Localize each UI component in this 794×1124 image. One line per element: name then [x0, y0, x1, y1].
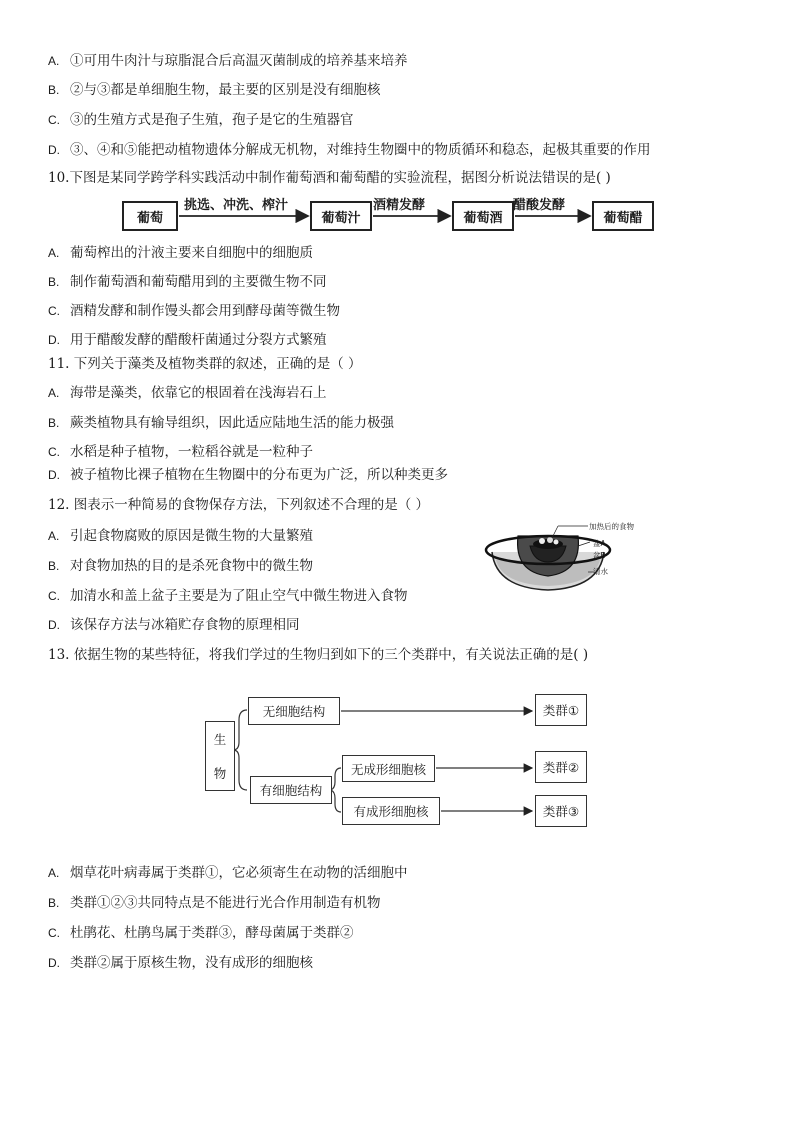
option-letter: A.	[48, 246, 60, 260]
option-letter: D.	[48, 618, 60, 632]
option-letter: D.	[48, 956, 60, 970]
q13-option-a	[48, 864, 408, 882]
sub-has-nucleus: 有成形细胞核	[342, 797, 440, 825]
label-basin-a: 盆A	[593, 539, 606, 548]
option-text: ①可用牛肉汁与琼脂混合后高温灭菌制成的培养基来培养	[70, 53, 408, 69]
q12-stem: 12. 图表示一种简易的食物保存方法，下列叙述不合理的是（ ）	[48, 497, 430, 513]
branch-has-cell: 有细胞结构	[250, 776, 332, 804]
option-letter: A.	[48, 386, 60, 400]
sub-no-nucleus: 无成形细胞核	[342, 755, 435, 782]
label-water: 清水	[593, 567, 608, 576]
label-heated-food: 加热后的食物	[589, 522, 634, 531]
option-letter: D.	[48, 143, 60, 157]
root-char-top: 生	[213, 732, 227, 747]
q10-option-a	[48, 244, 313, 262]
option-text: 葡萄榨出的汁液主要来自细胞中的细胞质	[70, 245, 313, 261]
label-basin-b: 盆B	[593, 551, 606, 560]
q11-option-d	[48, 466, 448, 484]
option-text: 杜鹃花、杜鹃鸟属于类群③，酵母菌属于类群②	[70, 925, 354, 941]
q13-option-c	[48, 924, 354, 942]
option-text: 该保存方法与冰箱贮存食物的原理相同	[70, 617, 300, 633]
root-char-bottom: 物	[213, 766, 227, 781]
flow-step-1: 挑选、冲洗、榨汁	[184, 198, 289, 213]
option-text: 水稻是种子植物，一粒稻谷就是一粒种子	[70, 444, 313, 460]
q13-stem: 13. 依据生物的某些特征，将我们学过的生物归到如下的三个类群中，有关说法正确的是( )	[48, 647, 589, 663]
option-text: 引起食物腐败的原因是微生物的大量繁殖	[70, 528, 313, 544]
option-letter: B.	[48, 416, 60, 430]
q13-option-d	[48, 954, 313, 972]
option-text: 用于醋酸发酵的醋酸杆菌通过分裂方式繁殖	[70, 332, 327, 348]
option-text: 被子植物比裸子植物在生物圈中的分布更为广泛，所以种类更多	[70, 467, 448, 483]
option-text: 酒精发酵和制作馒头都会用到酵母菌等微生物	[70, 303, 340, 319]
option-text: ③的生殖方式是孢子生殖，孢子是它的生殖器官	[70, 112, 354, 128]
q13-option-b	[48, 894, 381, 912]
q12-option-d	[48, 616, 300, 634]
option-letter: D.	[48, 333, 60, 347]
q12-option-a	[48, 527, 313, 545]
flow-step-2: 酒精发酵	[373, 198, 426, 213]
flow-arrows	[0, 0, 794, 260]
flow-box-grape: 葡萄	[122, 201, 178, 231]
option-text: 制作葡萄酒和葡萄醋用到的主要微生物不同	[70, 274, 327, 290]
option-text: 加清水和盖上盆子主要是为了阻止空气中微生物进入食物	[70, 588, 408, 604]
group-2-box: 类群②	[535, 751, 587, 783]
q10-option-d	[48, 331, 327, 349]
option-text: 烟草花叶病毒属于类群①，它必须寄生在动物的活细胞中	[70, 865, 408, 881]
flow-box-wine: 葡萄酒	[452, 201, 514, 231]
q11-option-c	[48, 443, 313, 461]
q10-option-b	[48, 273, 327, 291]
q11-stem: 11. 下列关于藻类及植物类群的叙述，正确的是（ ）	[48, 356, 362, 372]
option-letter: A.	[48, 866, 60, 880]
option-letter: B.	[48, 83, 60, 97]
group-1-box: 类群①	[535, 694, 587, 726]
q10-option-c	[48, 302, 340, 320]
option-letter: A.	[48, 54, 60, 68]
option-letter: A.	[48, 529, 60, 543]
group-3-box: 类群③	[535, 795, 587, 827]
option-letter: C.	[48, 113, 60, 127]
option-letter: D.	[48, 468, 60, 482]
option-text: 对食物加热的目的是杀死食物中的微生物	[70, 558, 313, 574]
option-letter: C.	[48, 445, 60, 459]
q11-option-a	[48, 384, 327, 402]
option-letter: C.	[48, 926, 60, 940]
flow-step-3: 醋酸发酵	[513, 198, 566, 213]
option-letter: B.	[48, 275, 60, 289]
option-text: 蕨类植物具有输导组织，因此适应陆地生活的能力极强	[70, 415, 394, 431]
option-text: 类群①②③共同特点是不能进行光合作用制造有机物	[70, 895, 381, 911]
q11-option-b	[48, 414, 394, 432]
option-text: ③、④和⑤能把动植物遗体分解成无机物，对维持生物圈中的物质循环和稳态，起极其重要的作用	[70, 142, 651, 158]
option-letter: B.	[48, 559, 60, 573]
q10-stem: 10.下图是某同学跨学科实践活动中制作葡萄酒和葡萄醋的实验流程，据图分析说法错误的是( )	[48, 170, 611, 186]
q12-option-c	[48, 587, 408, 605]
flow-box-vinegar: 葡萄醋	[592, 201, 654, 231]
q12-option-b	[48, 557, 313, 575]
option-text: 海带是藻类，依靠它的根固着在浅海岩石上	[70, 385, 327, 401]
branch-no-cell: 无细胞结构	[248, 697, 340, 725]
option-text: 类群②属于原核生物，没有成形的细胞核	[70, 955, 313, 971]
option-letter: B.	[48, 896, 60, 910]
option-text: ②与③都是单细胞生物，最主要的区别是没有细胞核	[70, 82, 381, 98]
tree-root	[205, 721, 235, 791]
option-letter: C.	[48, 589, 60, 603]
flow-box-juice: 葡萄汁	[310, 201, 372, 231]
option-letter: C.	[48, 304, 60, 318]
